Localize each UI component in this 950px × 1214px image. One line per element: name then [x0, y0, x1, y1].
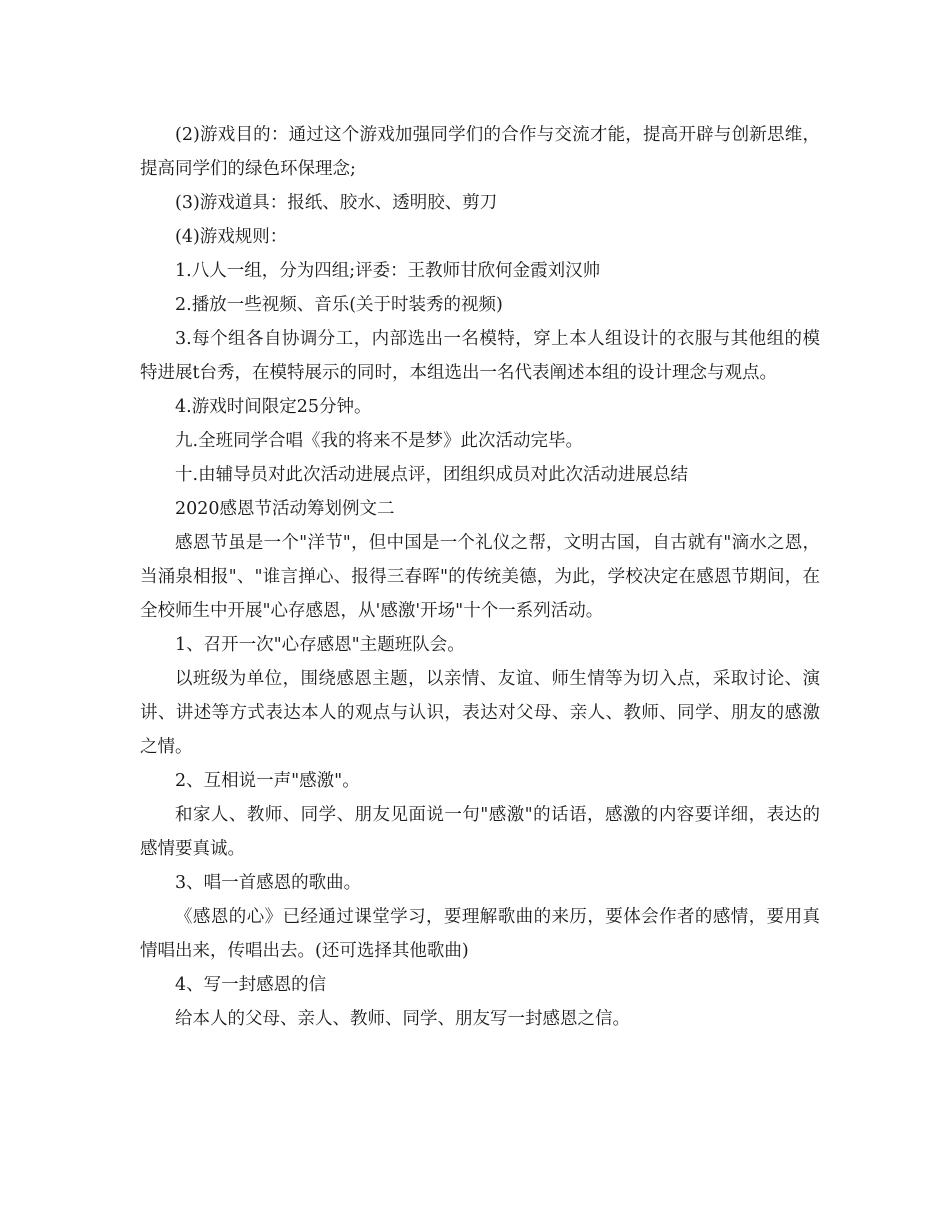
paragraph-section-10: 十.由辅导员对此次活动进展点评，团组织成员对此次活动进展总结 — [175, 465, 689, 485]
paragraph-item-3-body: 《感恩的心》已经通过课堂学习，要理解歌曲的来历，要体会作者的感情，要用真情唱出来，传唱出去。(还可选择其他歌曲) — [140, 907, 820, 961]
paragraph-rule-2: 2.播放一些视频、音乐(关于时装秀的视频) — [175, 295, 503, 315]
paragraph-item-3-heading: 3、唱一首感恩的歌曲。 — [175, 873, 362, 893]
paragraph-game-goal: (2)游戏目的：通过这个游戏加强同学们的合作与交流才能，提高开辟与创新思维，提高同学们的绿色环保理念; — [140, 125, 820, 179]
paragraph-game-rules-heading: (4)游戏规则： — [175, 227, 288, 247]
paragraph-game-props: (3)游戏道具：报纸、胶水、透明胶、剪刀 — [175, 193, 498, 213]
paragraph-item-2-body: 和家人、教师、同学、朋友见面说一句"感激"的话语，感激的内容要详细，表达的感情要真诚。 — [140, 805, 820, 859]
paragraph-rule-4: 4.游戏时间限定25分钟。 — [175, 397, 372, 417]
paragraph-section-9: 九.全班同学合唱《我的将来不是梦》此次活动完毕。 — [175, 431, 584, 451]
paragraph-rule-1: 1.八人一组，分为四组;评委：王教师甘欣何金霞刘汉帅 — [175, 261, 601, 281]
paragraph-item-4-heading: 4、写一封感恩的信 — [175, 975, 327, 995]
paragraph-rule-3: 3.每个组各自协调分工，内部选出一名模特，穿上本人组设计的衣服与其他组的模特进展t台秀，在模特展示的同时，本组选出一名代表阐述本组的设计理念与观点。 — [140, 329, 820, 383]
paragraph-intro: 感恩节虽是一个"洋节"，但中国是一个礼仪之帮，文明古国，自古就有"滴水之恩，当涌泉相报"、"谁言掸心、报得三春晖"的传统美德，为此，学校决定在感恩节期间，在全校师生中开展"心存感恩，从'感激'开场"十个一系列活动。 — [140, 533, 820, 621]
document-body — [140, 118, 820, 1036]
paragraph-item-2-heading: 2、互相说一声"感激"。 — [175, 771, 360, 791]
paragraph-item-1-body: 以班级为单位，围绕感恩主题，以亲情、友谊、师生情等为切入点，采取讨论、演讲、讲述等方式表达本人的观点与认识，表达对父母、亲人、教师、同学、朋友的感激之情。 — [140, 669, 820, 757]
paragraph-example-2-title: 2020感恩节活动筹划例文二 — [175, 499, 395, 519]
paragraph-item-1-heading: 1、召开一次"心存感恩"主题班队会。 — [175, 635, 465, 655]
paragraph-item-4-body: 给本人的父母、亲人、教师、同学、朋友写一封感恩之信。 — [175, 1009, 630, 1029]
